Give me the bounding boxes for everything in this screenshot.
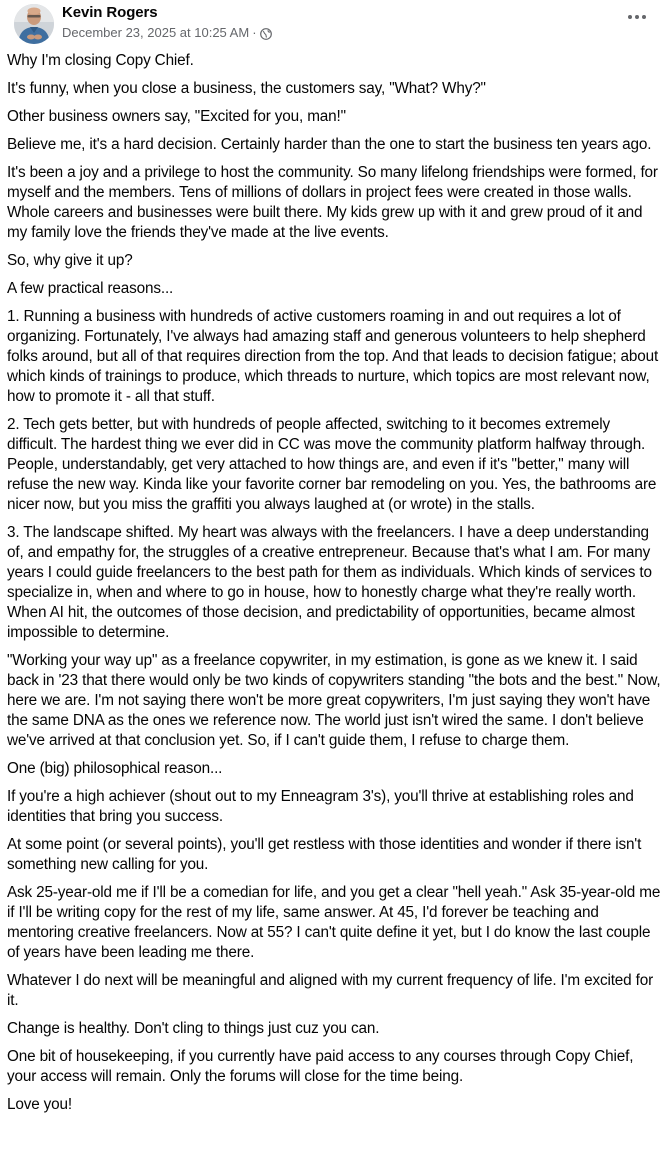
avatar[interactable] [14, 4, 54, 44]
post-subline [62, 24, 272, 42]
more-options-icon [635, 15, 639, 19]
post-timestamp[interactable]: December 23, 2025 at 10:25 AM [62, 25, 250, 40]
post-meta [62, 3, 272, 42]
post-body [7, 51, 663, 1123]
post-paragraph: 1. Running a business with hundreds of active customers roaming in and out requires a lot of organizing. Fortunately, I've always had amazing staff and generous volunteers to help shepherd folks around, but all of that requires direction from the top. And that leads to decision fatigue; about which kinds of trainings to produce, which threads to nurture, which topics are most relevant now, how to promote it - all that stuff. [7, 308, 659, 405]
post-paragraph: A few practical reasons... [7, 280, 174, 297]
post-paragraph: Change is healthy. Don't cling to things just cuz you can. [7, 1020, 380, 1037]
separator-dot: · [252, 25, 257, 40]
post-paragraph: 3. The landscape shifted. My heart was always with the freelancers. I have a deep understanding of, and empathy for, the struggles of a creative entrepreneur. Because that's what I am. For many years I could guide freelancers to the best path for them as individuals. Which kinds of services to specialize in, when and where to go in house, how to honestly charge what they're really worth. When AI hit, the outcomes of those decision, and predictability of opportunities, became almost impossible to determine. [7, 524, 652, 641]
post-paragraph: It's funny, when you close a business, the customers say, "What? Why?" [7, 80, 486, 97]
post-paragraph: Why I'm closing Copy Chief. [7, 52, 194, 69]
post-paragraph: If you're a high achiever (shout out to my Enneagram 3's), you'll thrive at establishing roles and identities that bring you success. [7, 788, 634, 825]
post-paragraph: One bit of housekeeping, if you currently have paid access to any courses through Copy Chief, your access will remain. Only the forums will close for the time being. [7, 1048, 634, 1085]
post-paragraph: "Working your way up" as a freelance copywriter, in my estimation, is gone as we knew it. I said back in '23 that there would only be two kinds of copywriters standing "the bots and the best." Now, here we are. I'm not saying there won't be more great copywriters, I'm just saying they won't have the same DNA as the ones we reference now. The world just isn't wired the same. I don't believe we've arrived at that conclusion yet. So, if I can't guide them, I refuse to charge them. [7, 652, 661, 749]
more-options-icon [642, 15, 646, 19]
post-paragraph: 2. Tech gets better, but with hundreds of people affected, switching to it becomes extremely difficult. The hardest thing we ever did in CC was move the community platform halfway through. People, understandably, get very attached to how things are, and even if it's "better," many will refuse the new way. Kinda like your favorite corner bar remodeling on you. Yes, the bathrooms are nicer now, but you miss the graffiti you always laughed at (or wrote) in the stalls. [7, 416, 657, 513]
more-options-icon [628, 15, 632, 19]
post-paragraph: Other business owners say, "Excited for you, man!" [7, 108, 346, 125]
profile-photo-icon [14, 4, 54, 44]
post-paragraph: Whatever I do next will be meaningful and aligned with my current frequency of life. I'm excited for it. [7, 972, 654, 1009]
post-paragraph: One (big) philosophical reason... [7, 760, 223, 777]
post-paragraph: Ask 25-year-old me if I'll be a comedian for life, and you get a clear "hell yeah." Ask 35-year-old me if I'll be writing copy for the rest of my life, same answer. At 45, I'd forever be teaching and mentoring creative freelancers. Now at 55? I can't quite define it yet, but I do know the last couple of years have been leading me there. [7, 884, 661, 961]
post-paragraph: So, why give it up? [7, 252, 133, 269]
globe-icon[interactable] [260, 27, 272, 39]
more-options-button[interactable] [628, 12, 646, 22]
post-paragraph: It's been a joy and a privilege to host the community. So many lifelong friendships were formed, for myself and the members. Tens of millions of dollars in project fees were created in those walls. Whole careers and businesses were built there. My kids grew up with it and grew proud of it and my family love the friends they've made at the live events. [7, 164, 658, 241]
author-name[interactable]: Kevin Rogers [62, 4, 158, 21]
post-paragraph: Love you! [7, 1096, 72, 1113]
post-header [7, 0, 662, 46]
post-paragraph: At some point (or several points), you'll get restless with those identities and wonder if there isn't something new calling for you. [7, 836, 642, 873]
post-paragraph: Believe me, it's a hard decision. Certainly harder than the one to start the business ten years ago. [7, 136, 652, 153]
